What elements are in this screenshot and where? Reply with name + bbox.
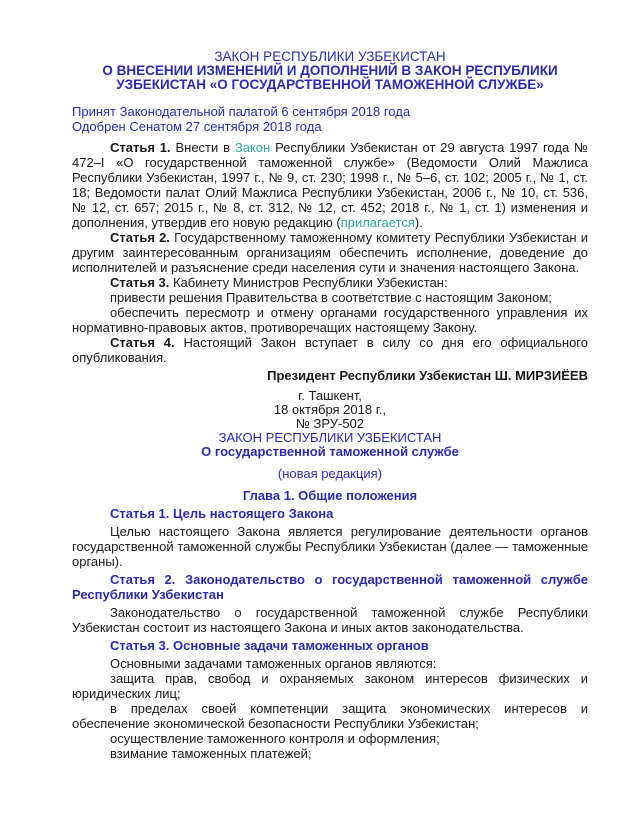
issue-date: 18 октября 2018 г., — [273, 402, 387, 417]
ne-article-1-text: Целью настоящего Закона является регулирование деятельности органов государственной таможенной службы Республики Узбекистан (далее — таможенные органы). — [72, 524, 588, 569]
law-reference-link[interactable]: Закон — [234, 140, 271, 155]
article-3-text: Кабинету Министров Республики Узбекистан: — [169, 275, 448, 290]
ne-article-2-text: Законодательство о государственной таможенной службе Республики Узбекистан состоит из настоящего Закона и иных актов законодательства. — [72, 605, 588, 635]
ne-article-3-item: взимание таможенных платежей; — [110, 746, 312, 761]
issue-block — [72, 389, 588, 459]
president-signature: Президент Республики Узбекистан Ш. МИРЗИЁЕВ — [267, 368, 588, 383]
adopted-note: Принят Законодательной палатой 6 сентября 2018 года — [72, 104, 411, 119]
new-edition-title: О государственной таможенной службе — [201, 444, 459, 459]
article-1-paragraph — [72, 140, 588, 230]
article-4-text: Настоящий Закон вступает в силу со дня его официального опубликования. — [72, 335, 588, 365]
new-edition-kicker: ЗАКОН РЕСПУБЛИКИ УЗБЕКИСТАН — [218, 430, 442, 445]
ne-article-3-intro: Основными задачами таможенных органов являются: — [110, 656, 437, 671]
ne-article-3-item: защита прав, свобод и охраняемых законом интересов физических и юридических лиц; — [72, 671, 588, 701]
article-1-text-before-link: Внести в — [170, 140, 235, 155]
ne-article-3-item: в пределах своей компетенции защита экономических интересов и обеспечение экономической безопасности Республики Узбекистан; — [72, 701, 588, 731]
article-3-item: привести решения Правительства в соответствие с настоящим Законом; — [110, 290, 552, 305]
amendment-law-title: О ВНЕСЕНИИ ИЗМЕНЕНИЙ И ДОПОЛНЕНИЙ В ЗАКОН РЕСПУБЛИКИ УЗБЕКИСТАН «О ГОСУДАРСТВЕННОЙ ТАМОЖЕННОЙ СЛУЖБЕ» — [102, 63, 558, 92]
article-3-paragraph — [72, 275, 588, 290]
chapter-1-heading: Глава 1. Общие положения — [242, 488, 418, 503]
article-3-label: Статья 3. — [110, 275, 170, 290]
article-2-label: Статья 2. — [110, 230, 170, 245]
article-1-closing: ). — [414, 215, 423, 230]
issue-number: № ЗРУ-502 — [295, 416, 365, 431]
ne-article-1-heading: Статья 1. Цель настоящего Закона — [110, 506, 334, 521]
article-3-item: обеспечить пересмотр и отмену органами государственного управления их нормативно-правовых актов, противоречащих настоящему Закону. — [72, 305, 588, 335]
article-4-paragraph — [72, 335, 588, 365]
article-1-text-after-link: Республики Узбекистан от 29 августа 1997 года № 472–I «О государственной таможенной службе» (Ведомости Олий Мажлиса Республики Узбекистан, 1997 г., № 9, ст. 230; 1998 г., № 5–6, ст. 102; 2005 г., № 1, ст. 18; Ведомости палат Олий Мажлиса Республики Узбекистан, 2006 г., № 10, ст. 536, № 12, ст. 657; 2015 г., № 8, ст. 312, № 12, ст. 452; 2018 г., № 1, ст. 1) изменения и дополнения, утвердив его новую редакцию ( — [72, 140, 588, 230]
article-4-label: Статья 4. — [110, 335, 175, 350]
ne-article-2-heading: Статья 2. Законодательство о государственной таможенной службе Республики Узбекистан — [72, 572, 588, 602]
edition-note: (новая редакция) — [277, 466, 383, 481]
issue-place: г. Ташкент, — [298, 388, 362, 403]
article-2-paragraph — [72, 230, 588, 275]
article-1-label: Статья 1. — [110, 140, 171, 155]
attachment-link[interactable]: прилагается — [340, 215, 415, 230]
adoption-block — [72, 105, 588, 134]
approved-note: Одобрен Сенатом 27 сентября 2018 года — [72, 118, 322, 134]
amendment-law-kicker: ЗАКОН РЕСПУБЛИКИ УЗБЕКИСТАН — [214, 49, 446, 64]
ne-article-3-heading: Статья 3. Основные задачи таможенных органов — [110, 638, 429, 653]
ne-article-3-item: осуществление таможенного контроля и оформления; — [110, 731, 440, 746]
article-2-text: Государственному таможенному комитету Республики Узбекистан и другим заинтересованным организациям обеспечить исполнение, доведение до исполнителей и разъяснение среди населения сути и значения настоящего Закона. — [72, 230, 588, 275]
law-document — [72, 50, 588, 761]
